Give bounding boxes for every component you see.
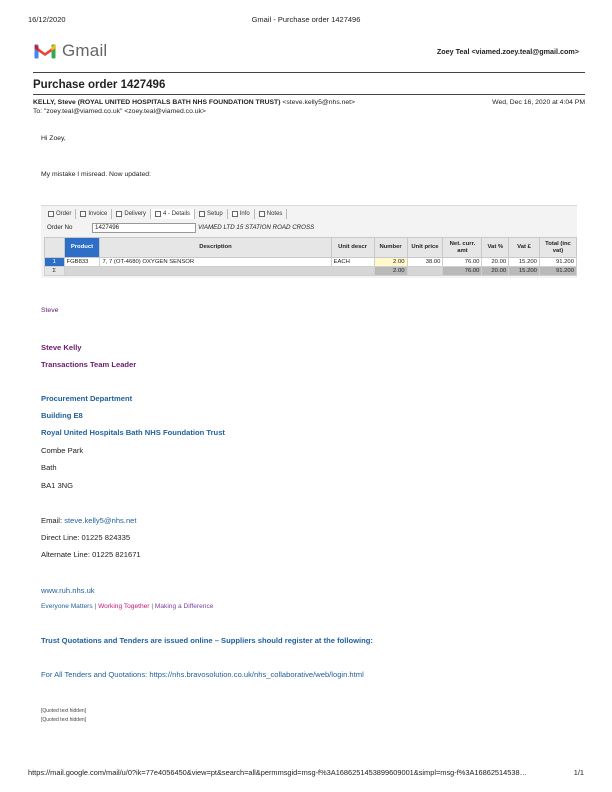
- sig-building: Building E8: [41, 411, 83, 420]
- email-date: Wed, Dec 16, 2020 at 4:04 PM: [492, 99, 585, 106]
- order-number-row: [44, 223, 574, 233]
- col-number[interactable]: Number: [374, 238, 407, 258]
- sig-alt-line: Alternate Line: 01225 821671: [41, 550, 141, 559]
- setup-icon: [199, 211, 205, 217]
- greeting: Hi Zoey,: [41, 135, 66, 142]
- table-row[interactable]: 1 FGB833 7, 7 (OT-4680) OXYGEN SENSOR EACH 2.00 38.00 76.00 20.00 15.200 91.200: [45, 258, 577, 267]
- order-icon: [48, 211, 54, 217]
- col-product[interactable]: Product: [64, 238, 100, 258]
- sig-email-link[interactable]: steve.kelly5@nhs.net: [64, 516, 137, 525]
- col-total[interactable]: Total (inc vat): [539, 238, 576, 258]
- message: My mistake I misread. Now updated:: [41, 171, 151, 178]
- sig-role: Transactions Team Leader: [41, 360, 137, 369]
- sig-trust: Royal United Hospitals Bath NHS Foundation Trust: [41, 428, 225, 437]
- order-lines-table: [44, 237, 577, 276]
- col-net-amount[interactable]: Net. curr. amt: [443, 238, 482, 258]
- quoted-text-hidden[interactable]: [Quoted text hidden]: [41, 717, 87, 723]
- order-screenshot: [41, 205, 577, 278]
- sig-email: Email: steve.kelly5@nhs.net: [41, 516, 137, 525]
- totals-row: Σ 2.00 76.00 20.00 15.200 91.200: [45, 267, 577, 276]
- order-no-field[interactable]: 1427496: [92, 223, 196, 233]
- tab-setup[interactable]: Setup: [195, 209, 228, 219]
- tab-info[interactable]: Info: [228, 209, 255, 219]
- sig-direct-line: Direct Line: 01225 824335: [41, 533, 131, 542]
- sig-motto: Everyone Matters | Working Together | Making a Difference: [41, 603, 214, 610]
- col-description[interactable]: Description: [100, 238, 331, 258]
- tab-details[interactable]: 4 - Details: [151, 209, 195, 219]
- tab-delivery[interactable]: Delivery: [112, 209, 151, 219]
- sig-name: Steve Kelly: [41, 343, 82, 352]
- print-date: 16/12/2020: [28, 15, 66, 24]
- sig-address1: Combe Park: [41, 446, 84, 455]
- subject-divider: [33, 94, 585, 95]
- info-icon: [232, 211, 238, 217]
- invoice-icon: [80, 211, 86, 217]
- sig-department: Procurement Department: [41, 394, 133, 403]
- supplier-name: VIAMED LTD 15 STATION ROAD CROSS: [198, 224, 315, 231]
- tenders-link[interactable]: For All Tenders and Quotations: https://nhs.bravosolution.co.uk/nhs_collaborative/web/login.html: [41, 670, 364, 679]
- email-from: [33, 99, 355, 106]
- from-name: KELLY, Steve (ROYAL UNITED HOSPITALS BATH NHS FOUNDATION TRUST): [33, 99, 281, 106]
- email-subject: Purchase order 1427496: [33, 79, 166, 91]
- email-to: To: "zoey.teal@viamed.co.uk" <zoey.teal@viamed.co.uk>: [33, 108, 206, 115]
- account-user: Zoey Teal <viamed.zoey.teal@gmail.com>: [436, 47, 579, 56]
- tab-order[interactable]: Order: [44, 209, 76, 219]
- col-unit-price[interactable]: Unit price: [407, 238, 443, 258]
- gmail-logo-icon[interactable]: [34, 42, 56, 59]
- order-tabs: [44, 209, 287, 219]
- details-icon: [155, 211, 161, 217]
- tab-notes[interactable]: Notes: [255, 209, 288, 219]
- footer-page: 1/1: [573, 768, 584, 777]
- notes-icon: [259, 211, 265, 217]
- quoted-text-hidden[interactable]: [Quoted text hidden]: [41, 708, 87, 714]
- col-vat-pct[interactable]: Vat %: [482, 238, 509, 258]
- sig-address2: Bath: [41, 463, 57, 472]
- print-title: Gmail - Purchase order 1427496: [251, 15, 361, 24]
- sig-postcode: BA1 3NG: [41, 481, 74, 490]
- col-vat-amount[interactable]: Vat £: [509, 238, 540, 258]
- from-email: <steve.kelly5@nhs.net>: [282, 99, 356, 106]
- tenders-heading: Trust Quotations and Tenders are issued online – Suppliers should register at the following:: [41, 636, 373, 645]
- footer-url: https://mail.google.com/mail/u/0?ik=77e4056450&view=pt&search=all&permmsgid=msg-f%3A1686251453899609001&simpl=msg-f%3A16862514538…: [28, 768, 527, 777]
- order-no-label: Order No: [47, 224, 73, 231]
- tab-invoice[interactable]: Invoice: [76, 209, 112, 219]
- col-unit-descr[interactable]: Unit descr: [331, 238, 374, 258]
- sig-website-link[interactable]: www.ruh.nhs.uk: [41, 586, 95, 595]
- col-index[interactable]: [45, 238, 65, 258]
- delivery-icon: [116, 211, 122, 217]
- gmail-brand[interactable]: Gmail: [62, 41, 108, 60]
- sender-short: Steve: [41, 307, 59, 314]
- header-divider: [33, 72, 585, 73]
